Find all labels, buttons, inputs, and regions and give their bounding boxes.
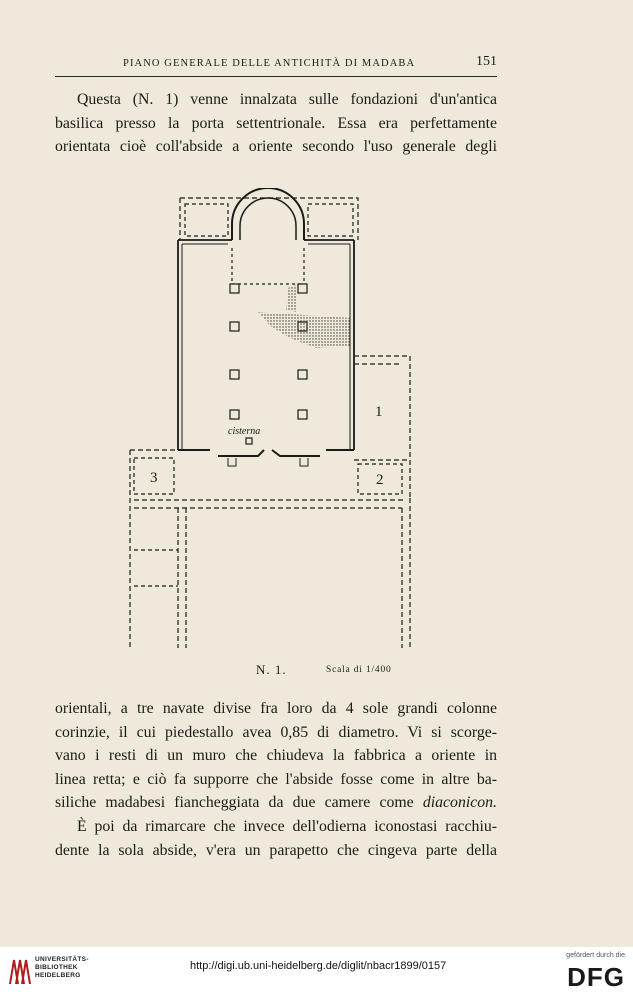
- running-title: PIANO GENERALE DELLE ANTICHITÀ DI MADABA: [123, 58, 416, 69]
- cistern-label: cisterna: [228, 426, 261, 437]
- text-line: Questa (N. 1) venne innalzata sulle fondazioni d'un'antica: [77, 91, 497, 108]
- text-line: dente la sola abside, v'era un parapetto che cingeva parte della: [55, 841, 497, 859]
- text-line: corinzie, il cui piedestallo avea 0,85 di diametro. Vi si scorge-: [55, 723, 497, 741]
- page-header: [55, 54, 497, 77]
- scale-value: 1/400: [365, 665, 392, 675]
- funded-by-text: gefördert durch die: [566, 952, 625, 959]
- basilica-floor-plan: [120, 188, 420, 658]
- figure-label: N. 1.: [256, 662, 287, 677]
- room-label-1: 1: [375, 404, 383, 420]
- text-line: [55, 791, 497, 815]
- library-name: [35, 956, 89, 980]
- text-line: orientata cioè coll'abside a oriente secondo l'uso generale degli: [55, 138, 497, 156]
- dfg-logo: DFG: [567, 962, 625, 992]
- scale-prefix: Scala di: [326, 665, 366, 675]
- library-name-line: UNIVERSITÄTS-: [35, 956, 89, 963]
- library-logo-icon: [8, 956, 32, 986]
- text-line: È poi da rimarcare che invece dell'odierna iconostasi racchiu-: [77, 817, 497, 835]
- room-label-2: 2: [376, 472, 384, 488]
- scale-label: [326, 665, 392, 675]
- page-number: 151: [476, 54, 497, 69]
- permalink-url[interactable]: http://digi.ub.uni-heidelberg.de/diglit/nbacr1899/0157: [190, 960, 447, 972]
- text-line: basilica presso la porta settentrionale. Essa era perfettamente: [55, 114, 497, 132]
- ruin-hatching: [258, 312, 350, 348]
- library-name-line: BIBLIOTHEK: [35, 964, 78, 971]
- text-segment: siliche madabesi fiancheggiata da due camere come: [55, 794, 423, 812]
- digital-library-footer: [0, 947, 633, 995]
- text-line: orientali, a tre navate divise fra loro da 4 sole grandi colonne: [55, 700, 497, 717]
- paragraph-description: [55, 697, 497, 862]
- italic-term: diaconicon.: [422, 794, 497, 812]
- text-line: vano i resti di un muro che chiudeva la fabbrica a oriente in: [55, 747, 497, 765]
- room-label-3: 3: [150, 470, 158, 486]
- paragraph-intro: [55, 88, 497, 159]
- library-name-line: HEIDELBERG: [35, 972, 81, 979]
- text-line: linea retta; e ciò fa supporre che l'abside fosse come in altre ba-: [55, 770, 497, 788]
